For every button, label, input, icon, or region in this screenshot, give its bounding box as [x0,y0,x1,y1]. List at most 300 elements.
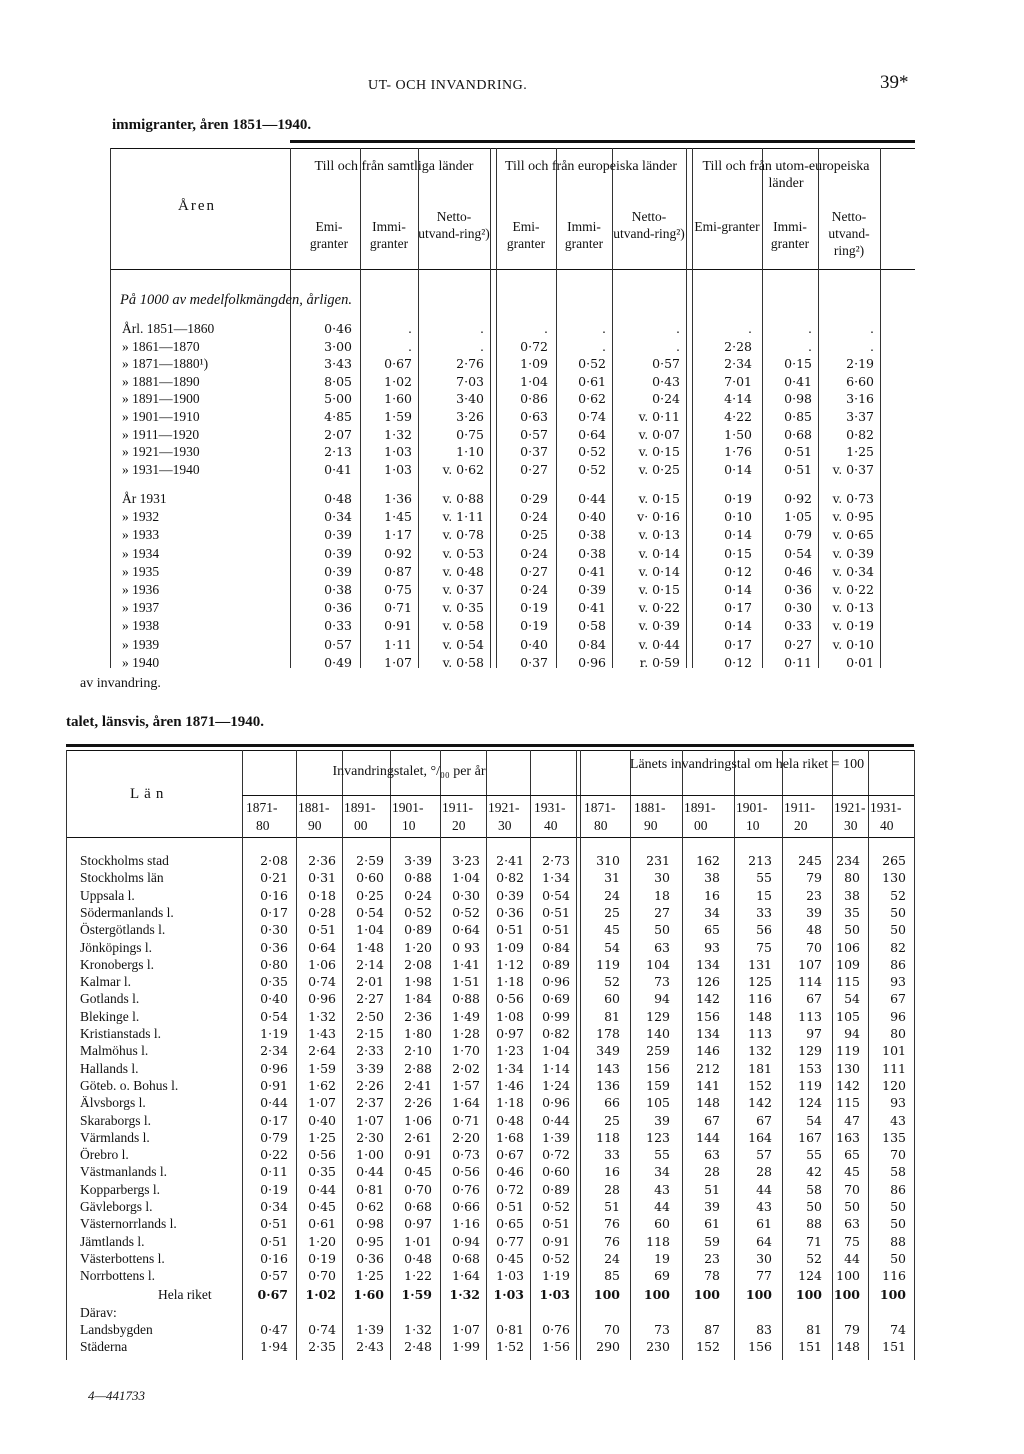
table2-cell: 231 [646,853,670,868]
table2-cell: 79 [806,870,822,886]
table2-cell: 142 [836,1077,860,1093]
table1-cell: . [480,321,484,336]
table2-cell: 0·31 [308,870,336,886]
table1-cell: v. 0·37 [442,582,484,597]
table2-cell: 70 [806,939,822,955]
top-rule-2 [110,148,915,149]
table1-cell: 0·24 [520,545,548,561]
table2-cell: 0·96 [260,1060,288,1076]
table2-cell: 81 [604,1008,620,1024]
table2-cell: 0·51 [496,922,524,938]
table2-cell: 0·72 [542,1147,570,1163]
table1-row-label: » 1937 [122,600,160,616]
table2-cell: 100 [879,1287,906,1302]
table2-cell: 106 [836,939,860,955]
table1-cell: 0·15 [724,545,752,561]
table2-cell: 146 [696,1043,720,1059]
table1-cell: 0·82 [846,426,874,442]
table2-cell: 0·56 [496,991,524,1007]
table2-period-bottom: 30 [498,818,512,833]
table1-cell: 0·29 [520,491,548,506]
table2-header-bottom-rule [66,837,914,838]
table2-cell: 1·18 [496,974,524,990]
table2-cell: 0·98 [356,1216,384,1232]
table1-cell: 1·36 [384,491,412,506]
table1-subcol-header: Netto-utvand-ring²) [613,209,685,241]
table2-cell: 39 [806,904,822,920]
table2-cell: 0·11 [260,1164,288,1180]
table2-cell: 1·04 [356,922,384,938]
table2-cell: 2·59 [356,853,384,868]
table2-cell: 1·60 [353,1287,384,1302]
table1-cell: v. 0·13 [638,527,680,543]
table1-cell: 3·37 [846,409,874,424]
table2-cell: 34 [704,904,720,920]
table1-cell: 0·24 [520,582,548,597]
table2-cell: 2·36 [308,853,336,868]
table2-cell: 0·30 [260,922,288,938]
table1-cell: v. 0·10 [832,636,874,652]
table2-cell: 0·51 [542,904,570,920]
table1-cell: v. 1·11 [442,509,484,525]
table2-cell: 126 [696,974,720,990]
table2-cell: 48 [806,922,822,938]
table1-cell: . [870,321,874,336]
table2-cell: 43 [890,1112,906,1128]
table2-cell: 1·39 [356,1322,384,1337]
table2-cell: 1·08 [496,1008,524,1024]
table2-cell: 44 [654,1199,670,1214]
table1-row-label: » 1932 [122,509,160,525]
table2-row-label: Jämtlands l. [80,1233,145,1249]
table1-cell: . [870,338,874,354]
table2-cell: 70 [890,1147,906,1163]
table2-darav: Därav: [80,1305,117,1320]
table2-cell: 0·69 [542,991,570,1007]
table2-cell: 153 [798,1060,822,1076]
table2-cell: 1·00 [356,1147,384,1163]
table2-cell: 57 [756,1147,772,1163]
table2-cell: 1·51 [452,974,480,990]
table2-cell: 0·96 [542,974,570,990]
table2-cell: 54 [604,939,620,955]
table1-cell: 0·79 [784,527,812,543]
table1-group-header: Till och från samtliga länder [314,159,474,174]
table2-cell: 39 [654,1112,670,1128]
table1-cell: v. 0·35 [442,600,484,616]
table2-cell: 116 [882,1268,906,1284]
table2-cell: 1·06 [308,956,336,972]
table2-cell: 2·27 [356,991,384,1007]
table2-cell: 1·32 [308,1008,336,1024]
table2-cell: 0·51 [542,1216,570,1232]
table1-cell: v. 0·95 [832,509,874,525]
table1-cell: 1·45 [384,509,412,525]
table2-cell: 2·02 [452,1060,480,1076]
table2-period-top: 1871- [584,800,616,815]
table2-cell: 0·76 [452,1181,480,1197]
table2-cell: 0·57 [260,1268,288,1284]
table1-cell: 0·67 [384,356,412,372]
table2-cell: 1·57 [452,1077,480,1093]
table2-cell: 131 [748,956,772,972]
table2-cell: 71 [806,1233,822,1249]
table2-cell: 67 [704,1112,720,1128]
table2-cell: 55 [806,1147,822,1163]
table2-cell: 2·33 [356,1043,384,1059]
table2-cell: 123 [646,1129,670,1145]
table1-cell: v. 0·48 [442,563,484,579]
table1-subcol-header: Emi-granter [309,219,349,251]
table2-cell: 1·07 [452,1322,480,1337]
table1-title: immigranter, åren 1851—1940. [112,117,312,133]
table2-cell: 23 [806,887,822,903]
table2-cell: 63 [704,1147,720,1163]
table2-cell: 87 [704,1322,720,1337]
table2-cell: 81 [806,1322,822,1337]
table1-cell: 3·26 [456,409,484,424]
table2-cell: 0·54 [542,887,570,903]
table1-cell: 0·72 [520,338,548,354]
table1-cell: 0·14 [724,618,752,634]
table2-cell: 156 [646,1060,670,1076]
table2-cell: 0·35 [260,974,288,990]
table2-cell: 0·97 [404,1216,432,1232]
table1-cell: . [676,338,680,354]
table2-cell: 0·61 [308,1216,336,1232]
table2-cell: 35 [844,904,860,920]
table2-period-bottom: 90 [644,818,658,833]
table1-cell: v. 0·13 [832,600,874,616]
table2-cell: 0·81 [356,1181,384,1197]
table1-cell: v. 0·11 [638,409,680,424]
table2-cell: 213 [748,853,772,868]
table2-cell: 43 [756,1199,772,1214]
table2-period-bottom: 00 [354,818,368,833]
table2-cell: 0·62 [356,1199,384,1214]
table2-cell: 1·34 [542,870,570,886]
table2-row-label: Norrbottens l. [80,1268,155,1284]
table2-cell: 70 [844,1181,860,1197]
table2-cell: 50 [890,1216,906,1232]
table1-cell: 0·84 [578,636,606,652]
table2-cell: 1·09 [496,939,524,955]
table2-cell: 0·64 [452,922,480,938]
table2-cell: 0·82 [496,870,524,886]
table2-period-bottom: 40 [544,818,558,833]
table1-subcol-header: Emi-granter [694,219,760,234]
table2-cell: 1·16 [452,1216,480,1232]
table1-cell: 0·92 [784,491,812,506]
table1-row-label: » 1891—1900 [122,391,200,407]
table2-cell: 2·26 [404,1095,432,1111]
table2-cell: 1·84 [404,991,432,1007]
table1-footnote: av invandring. [80,676,161,691]
table2-cell: 2·35 [308,1339,336,1354]
table1-cell: 0·14 [724,582,752,597]
table1-cell: 0·30 [784,600,812,616]
table1-cell: . [408,338,412,354]
table2-period-bottom: 90 [308,818,322,833]
table2-cell: 58 [890,1164,906,1180]
table2-cell: 100 [643,1287,670,1302]
table1-cell: 0·52 [578,356,606,372]
table1-cell: v. 0·25 [638,461,680,477]
table2-cell: 2·50 [356,1008,384,1024]
table1-vline [110,148,111,668]
table1-group-header: Till och från utom-europeiska länder [702,159,870,191]
table1-cell: v. 0·58 [442,618,484,634]
table1-cell: 0·36 [784,582,812,597]
table2-cell: 52 [806,1250,822,1266]
table1-cell: 2·76 [456,356,484,372]
table2-cell: 18 [654,887,670,903]
table2-cell: 0·25 [356,887,384,903]
table2-cell: 0·76 [542,1322,570,1337]
table2-cell: 259 [646,1043,670,1059]
table2-cell: 101 [882,1043,906,1059]
table2-cell: 0·16 [260,887,288,903]
table1-cell: 3·40 [456,391,484,407]
table2-cell: 80 [844,870,860,886]
table2-cell: 0·67 [257,1287,288,1302]
table1-cell: 0·17 [724,636,752,652]
table2-cell: 0·68 [404,1199,432,1214]
table1-cell: 0·39 [324,527,352,543]
table1-cell: 2·28 [724,338,752,354]
table2-cell: 2·01 [356,974,384,990]
table2-cell: 1·39 [542,1129,570,1145]
table2-cell: 88 [890,1233,906,1249]
table1-cell: 0·62 [578,391,606,407]
table1-row-label: » 1901—1910 [122,409,200,424]
table1-cell: 6·60 [846,373,874,389]
table2-period-bottom: 20 [794,818,808,833]
table2-row-label: Skaraborgs l. [80,1112,151,1128]
table2-cell: 1·49 [452,1008,480,1024]
table1-cell: . [808,321,812,336]
table1-cell: 0·38 [578,527,606,543]
table2-cell: 0·22 [260,1147,288,1163]
table2-row-label: Uppsala l. [80,887,135,903]
table2-cell: 141 [696,1077,720,1093]
table2-cell: 0·89 [542,956,570,972]
table1-cell: 0·41 [784,373,812,389]
table1-cell: 1·04 [520,373,548,389]
table1-subcol-header: Immi-granter [770,219,810,251]
table1-cell: 1·02 [384,373,412,389]
table1-cell: 0·91 [384,618,412,634]
table1-cell: v. 0·39 [638,618,680,634]
table2-cell: 120 [882,1077,906,1093]
table2-row-label: Västerbottens l. [80,1250,165,1266]
table2-cell: 1·46 [496,1077,524,1093]
table2-cell: 105 [646,1095,670,1111]
table2-cell: 1·59 [308,1060,336,1076]
table1-cell: 0·46 [324,321,352,336]
table2-row-label: Gotlands l. [80,991,140,1007]
table2-cell: 66 [604,1095,620,1111]
table2-period-bottom: 80 [594,818,608,833]
table2-cell: 50 [890,1250,906,1266]
table1-cell: 0·14 [724,527,752,543]
table1-cell: v· 0·16 [637,509,680,525]
table1-subcol-header: Immi-granter [369,219,409,251]
table1-row-label: » 1931—1940 [122,461,200,477]
table2-cell: 2·36 [404,1008,432,1024]
table1-cell: 0·61 [578,373,606,389]
table2-cell: 0·17 [260,904,288,920]
table2-cell: 38 [844,887,860,903]
table2-cell: 1·23 [496,1043,524,1059]
table2-cell: 142 [696,991,720,1007]
table1-vline [880,148,881,668]
table2-cell: 0·68 [452,1250,480,1266]
table2-cell: 1·32 [449,1287,480,1302]
table2-cell: 93 [890,1095,906,1111]
table1-cell: v. 0·53 [442,545,484,561]
table2-cell: 100 [693,1287,720,1302]
table2-cell: 0·34 [260,1199,288,1214]
table2-cell: 50 [844,922,860,938]
table2-cell: 50 [890,904,906,920]
table1-row-header: Åren [178,198,216,214]
table2-cell: 119 [596,956,620,972]
table2-cell: 0·60 [542,1164,570,1180]
table2-row-label: Hallands l. [80,1060,139,1076]
table2-row-label: Jönköpings l. [80,939,153,955]
table1-subcol-header: Netto-utvand-ring²) [418,209,490,241]
table2-cell: 43 [654,1181,670,1197]
table2-cell: 2·20 [452,1129,480,1145]
table2-row-label: Landsbygden [80,1322,153,1337]
table2-cell: 151 [798,1339,822,1354]
table2-cell: 59 [704,1233,720,1249]
table1-cell: 0·52 [578,461,606,477]
table2-cell: 132 [748,1043,772,1059]
table2-cell: 67 [890,991,906,1007]
table2-cell: 73 [654,1322,670,1337]
table2-cell: 151 [882,1339,906,1354]
table1-cell: 1·76 [724,444,752,460]
table1-row-label: » 1911—1920 [122,426,200,442]
table1-cell: 0·46 [784,563,812,579]
table2-cell: 54 [844,991,860,1007]
table2-cell: 164 [748,1129,772,1145]
table2-row-label: Blekinge l. [80,1008,140,1024]
table2-cell: 2·26 [356,1077,384,1093]
table1-row-label: » 1935 [122,563,160,579]
table1-row-label: » 1939 [122,636,160,652]
table1-cell: 0·92 [384,545,412,561]
table2-cell: 1·28 [452,1026,480,1041]
table1-cell: 0·57 [324,636,352,652]
table2-cell: 135 [882,1129,906,1145]
table2-cell: 52 [890,887,906,903]
table2-cell: 30 [654,870,670,886]
table1-cell: 0·49 [324,654,352,670]
table2-cell: 0·52 [542,1199,570,1214]
table1-cell: v. 0·07 [638,426,680,442]
table2-cell: 1·24 [542,1077,570,1093]
table2-cell: 3·39 [404,853,432,868]
table2-cell: 75 [756,939,772,955]
table2-cell: 130 [882,870,906,886]
table1-cell: 8·05 [324,373,352,389]
table2-top-rule [66,744,914,747]
table2-period-bottom: 00 [694,818,708,833]
table1-cell: v. 0·65 [832,527,874,543]
table2-cell: 65 [844,1147,860,1163]
table2-cell: 0·70 [308,1268,336,1284]
table1-cell: 0·52 [578,444,606,460]
table1-subcol-header: Netto-utvand-ring²) [828,209,870,258]
table2-cell: 1·98 [404,974,432,990]
table2-cell: 28 [704,1164,720,1180]
table2-cell: 0·66 [452,1199,480,1214]
table2-period-bottom: 10 [746,818,760,833]
table2-cell: 2·41 [496,853,524,868]
table1-cell: 0·86 [520,391,548,407]
table2-cell: 119 [836,1043,860,1059]
table1-cell: 0·48 [324,491,352,506]
table2-cell: 80 [890,1026,906,1041]
table2-cell: 45 [604,922,620,938]
table2-cell: 28 [756,1164,772,1180]
table2-vline [914,750,915,1360]
table1-cell: 0·34 [324,509,352,525]
table2-period-top: 1931- [534,800,566,815]
table1-cell: 0·38 [324,582,352,597]
table2-cell: 100 [836,1268,860,1284]
table2-cell: 1·03 [493,1287,524,1302]
table2-cell: 54 [806,1112,822,1128]
table2-cell: 0·45 [404,1164,432,1180]
table2-group-b: Länets invandringstal om hela riket = 100 [629,757,865,772]
table2-cell: 234 [836,853,860,868]
table1-cell: 0·39 [324,545,352,561]
table1-cell: 4·22 [724,409,752,424]
table1-cell: 0·10 [724,509,752,525]
table2-cell: 1·41 [452,956,480,972]
table2-cell: 58 [806,1181,822,1197]
table2-cell: 1·64 [452,1095,480,1111]
table2-cell: 77 [756,1268,772,1284]
table2-cell: 0·44 [356,1164,384,1180]
table2-cell: 0·97 [496,1026,524,1041]
table2-cell: 83 [756,1322,772,1337]
table2-cell: 0·73 [452,1147,480,1163]
table2-cell: 2·48 [404,1339,432,1354]
table2-cell: 2·15 [356,1026,384,1041]
table2-cell: 0·91 [260,1077,288,1093]
table2-row-label: Örebro l. [80,1147,129,1163]
table2-cell: 104 [646,956,670,972]
table1-cell: 1·07 [384,654,412,670]
table2-cell: 0·96 [308,991,336,1007]
table2-cell: 1·99 [452,1339,480,1354]
table2-period-bottom: 20 [452,818,466,833]
table2-cell: 0·88 [452,991,480,1007]
table2-row-label: Städerna [80,1339,128,1354]
table1-cell: 7·03 [456,373,484,389]
table2-cell: 0·95 [356,1233,384,1249]
table2-cell: 0·77 [496,1233,524,1249]
table2-cell: 61 [756,1216,772,1232]
table2-top-rule-2 [66,750,914,751]
table1-cell: 2·19 [846,356,874,372]
table2-cell: 78 [704,1268,720,1284]
